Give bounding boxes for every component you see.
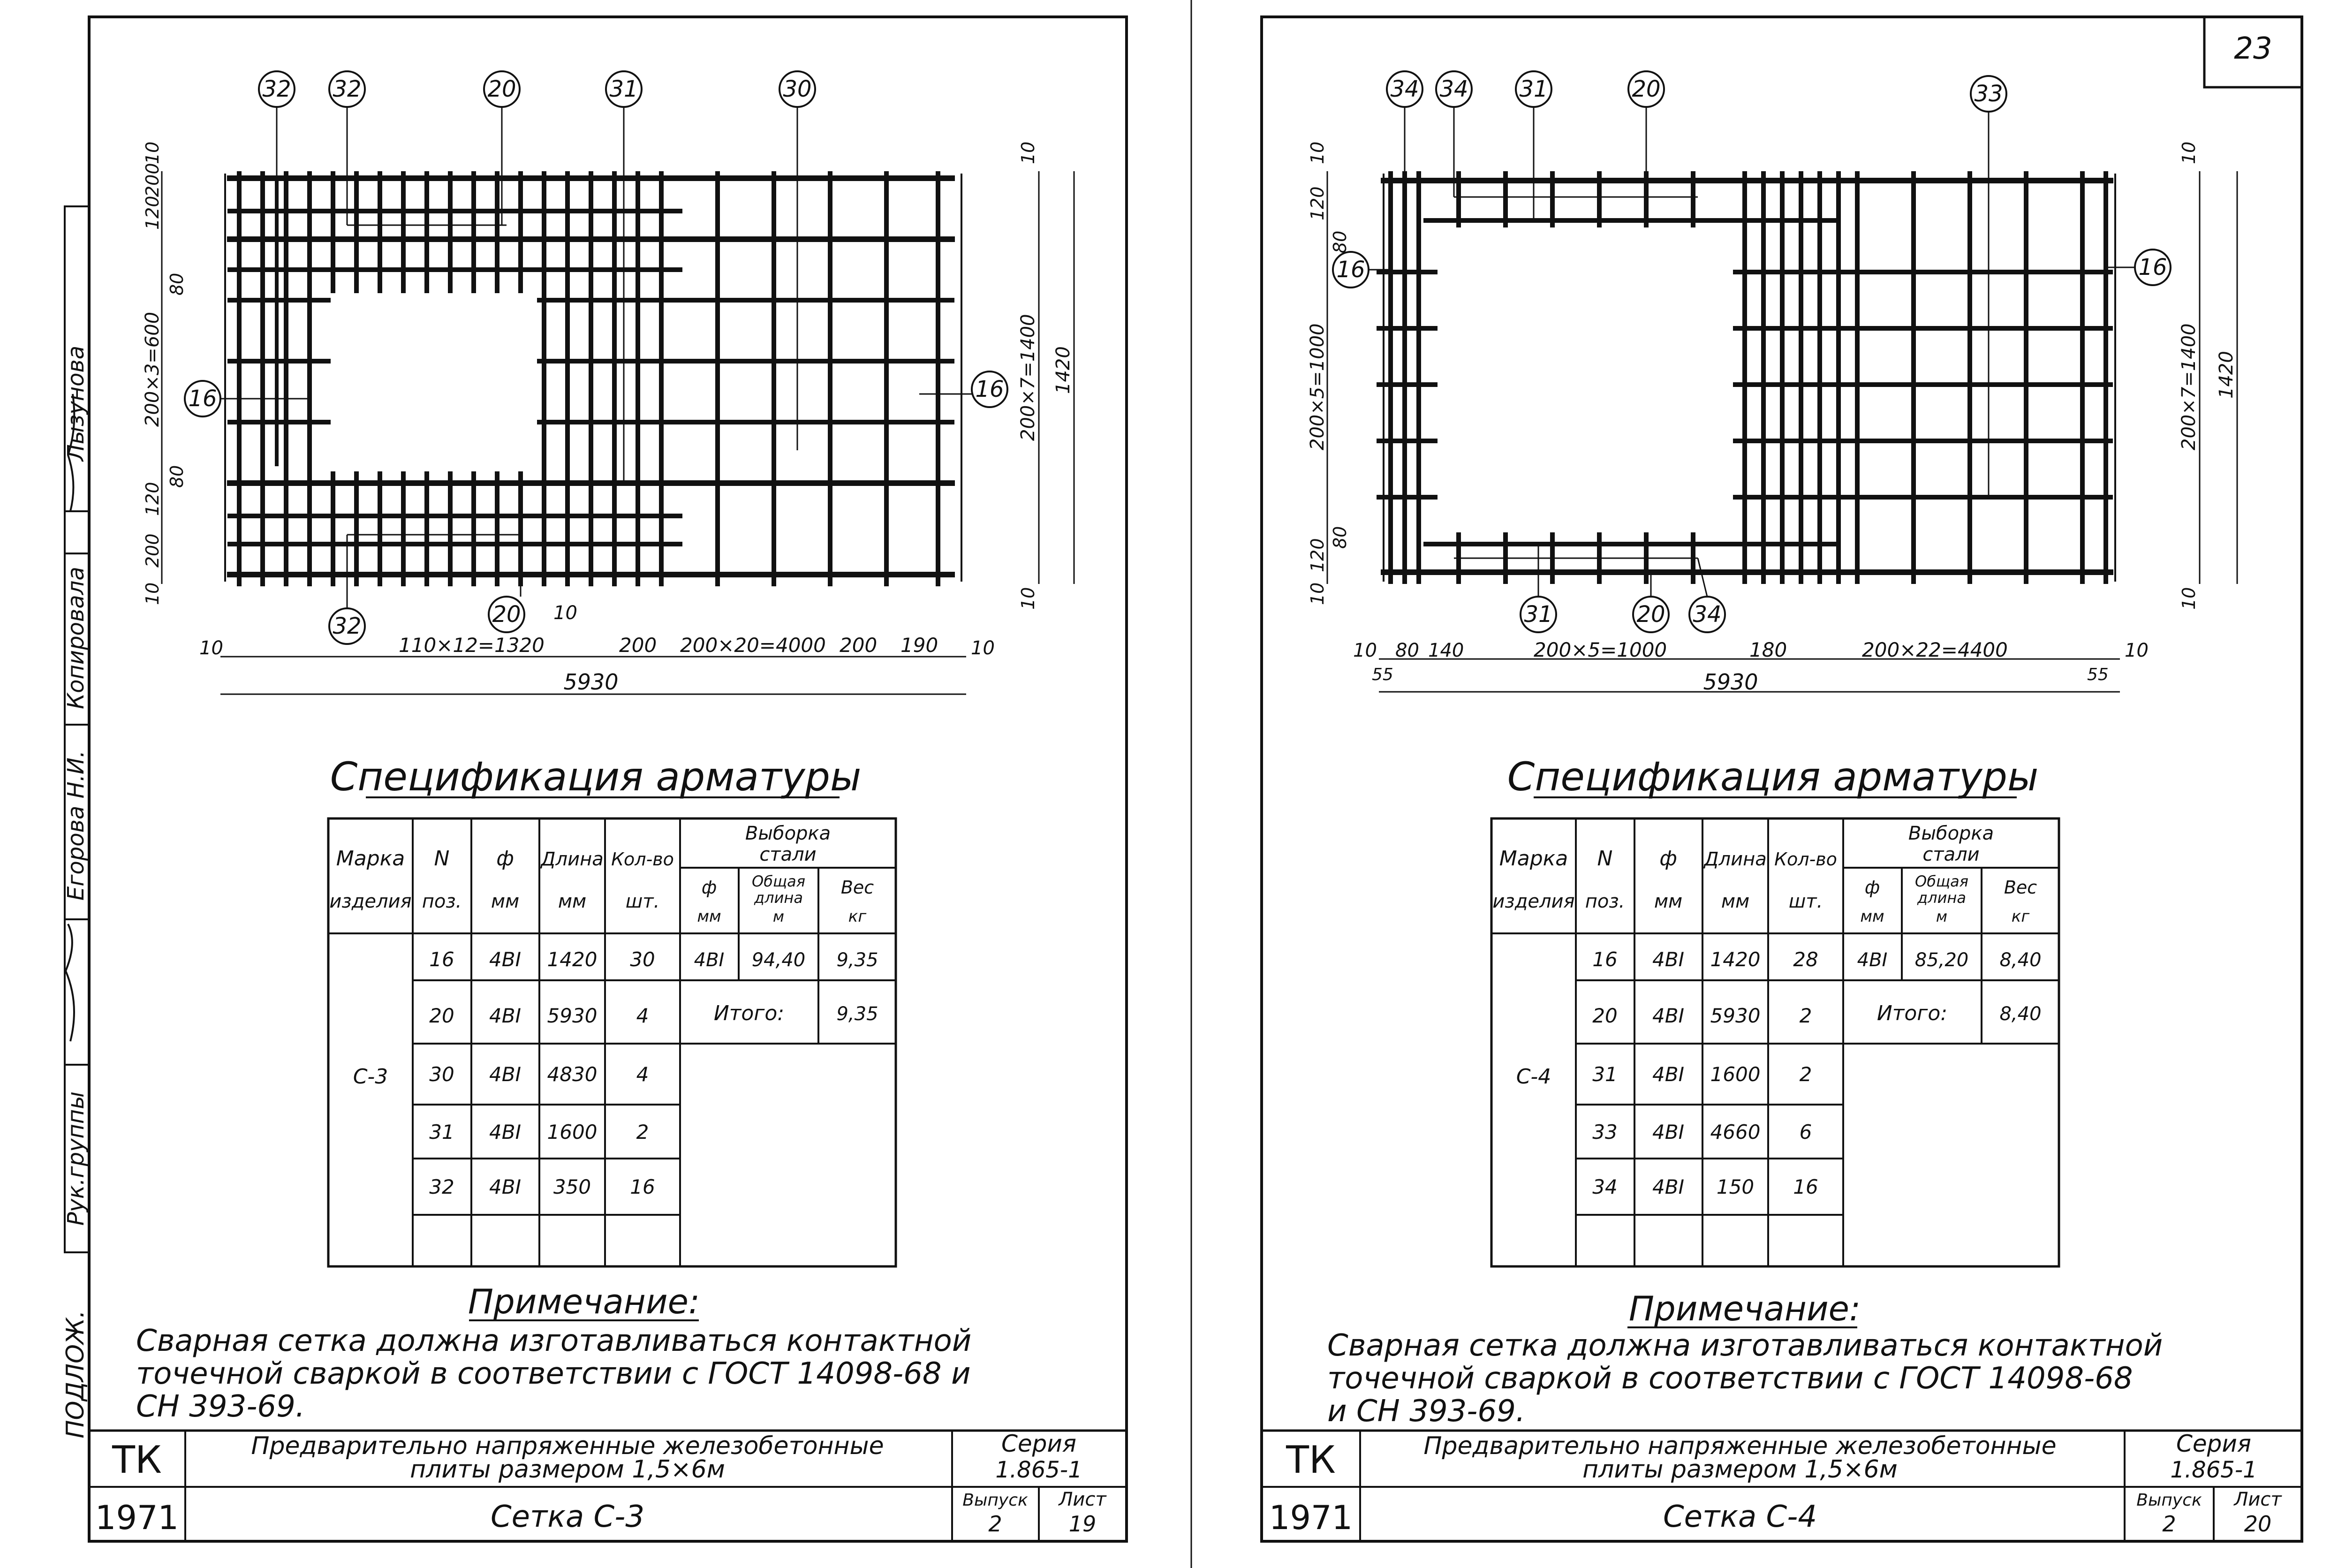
c4-hdr-slen-3: м <box>1936 908 1948 925</box>
steel-dia: 4BI <box>694 949 725 971</box>
dim-bottom-3: 10 <box>553 602 577 624</box>
c4-note-line-1: Сварная сетка должна изготавливаться контактной <box>1327 1328 2163 1363</box>
c4-dim-left-3: 80 <box>1330 230 1350 253</box>
series-value-right: 1.865-1 <box>2170 1457 2257 1483</box>
hdr-qty-2: шт. <box>625 891 660 912</box>
title-line1-right: Предварительно напряженные железобетонные <box>1423 1432 2057 1460</box>
c4-steel-weight: 8,40 <box>1999 949 2042 971</box>
c4-callout-top-5: 33 <box>1974 81 2003 107</box>
dim-left-6: 80 <box>166 465 187 488</box>
dim-left-2: 120 <box>142 196 163 230</box>
row1-dia: 4BI <box>489 948 521 971</box>
hdr-sdia-2: мм <box>697 907 721 926</box>
dim-left-8: 200 <box>142 533 163 568</box>
c4-dim-bottom-3: 140 <box>1428 640 1464 661</box>
c4-dim-right-2: 200×7=1400 <box>2178 323 2200 450</box>
org-left: ТК <box>112 1438 162 1482</box>
c4-row5-qty: 16 <box>1793 1175 1818 1198</box>
c4-row3-len: 1600 <box>1710 1063 1761 1086</box>
issue-value-left: 2 <box>988 1511 1002 1537</box>
callout-side-right: 16 <box>975 376 1004 402</box>
c4-hdr-dia-2: мм <box>1654 891 1683 912</box>
dim-bottom-6: 200 <box>840 634 878 657</box>
hdr-dia-2: мм <box>491 891 520 912</box>
c4-dim-left-7: 10 <box>1307 582 1328 605</box>
c4-callout-top-4: 20 <box>1632 76 1661 102</box>
sheet-value-left: 19 <box>1068 1511 1097 1537</box>
signature-2 <box>66 924 74 1041</box>
dim-right-3: 1420 <box>1052 346 1074 394</box>
sheet-value-right: 20 <box>2244 1511 2272 1537</box>
c4-row5-len: 150 <box>1716 1175 1755 1198</box>
c4-total-weight: 8,40 <box>1999 1003 2042 1025</box>
hdr-steel-1: Выборка <box>745 823 831 844</box>
c4-hdr-slen-2: длина <box>1917 889 1966 907</box>
c4-hdr-steel-1: Выборка <box>1908 823 1994 844</box>
row2-qty: 4 <box>636 1004 649 1027</box>
row2-pos: 20 <box>429 1004 454 1027</box>
dim-left-7: 120 <box>142 482 163 516</box>
c4-hdr-len-2: мм <box>1721 891 1750 912</box>
series-label-left: Серия <box>1001 1430 1076 1457</box>
hdr-mark-1: Марка <box>336 847 405 871</box>
c4-hdr-qty-1: Кол-во <box>1774 849 1837 870</box>
title-line2-left: плиты размером 1,5×6м <box>410 1455 725 1484</box>
mark-c4: С-4 <box>1516 1065 1551 1089</box>
sheet-label-left: Лист <box>1059 1489 1106 1510</box>
dim-right-2: 200×7=1400 <box>1017 314 1039 441</box>
callout-side-left: 16 <box>188 386 217 412</box>
hdr-weight-2: кг <box>848 907 867 926</box>
c4-dim-bottom-1: 10 <box>1353 640 1377 661</box>
c4-row5-dia: 4BI <box>1652 1175 1684 1198</box>
c4-callout-top-1: 34 <box>1390 76 1419 102</box>
c4-callout-bottom-1: 31 <box>1524 601 1553 628</box>
row1-len: 1420 <box>547 948 598 971</box>
c4-dim-left-1: 10 <box>1307 141 1328 164</box>
callout-top-5: 30 <box>783 76 812 102</box>
row3-pos: 30 <box>429 1063 454 1086</box>
dim-bottom-4: 200 <box>619 634 657 657</box>
dim-left-5: 200×3=600 <box>142 311 163 427</box>
row5-pos: 32 <box>429 1175 454 1198</box>
issue-label-right: Выпуск <box>2136 1491 2202 1510</box>
note-title-right: Примечание: <box>1628 1289 1861 1328</box>
c4-hdr-steel-2: стали <box>1922 844 1980 865</box>
callout-top-2: 32 <box>333 76 362 102</box>
c4-row1-dia: 4BI <box>1652 948 1684 971</box>
drawing-title-left: Сетка С-3 <box>490 1500 645 1534</box>
c4-dim-right-4: 10 <box>2179 587 2199 610</box>
c4-dim-bottom-4: 200×5=1000 <box>1534 638 1667 661</box>
c4-callout-top-3: 31 <box>1519 76 1548 102</box>
spec-table-c4 <box>1491 818 2059 1266</box>
dim-right-4: 10 <box>1018 587 1038 610</box>
total-weight: 9,35 <box>836 1003 878 1025</box>
dim-bottom-1: 10 <box>199 637 223 659</box>
c4-row4-dia: 4BI <box>1652 1121 1684 1144</box>
hdr-mark-2: изделия <box>329 891 412 912</box>
mesh-drawing-c4 <box>1307 71 2237 695</box>
hdr-pos-2: поз. <box>422 891 462 912</box>
row4-dia: 4BI <box>489 1121 521 1144</box>
hdr-dia-1: ф <box>496 847 514 871</box>
c4-row4-len: 4660 <box>1710 1121 1761 1144</box>
c4-callout-top-2: 34 <box>1439 76 1468 102</box>
note-line-3: СН 393-69. <box>136 1389 305 1424</box>
c4-dim-bottom-5: 180 <box>1749 638 1787 661</box>
hdr-qty-1: Кол-во <box>611 849 674 870</box>
hdr-slen-2: длина <box>754 889 803 907</box>
c4-hdr-weight-1: Вес <box>2004 877 2037 898</box>
c4-callout-side-right: 16 <box>2138 254 2167 280</box>
c4-dim-bottom2-2: 55 <box>2087 665 2109 684</box>
c4-row4-qty: 6 <box>1799 1121 1812 1144</box>
dim-left-1: 10 <box>142 141 163 164</box>
c4-hdr-slen-1: Общая <box>1915 872 1968 890</box>
hdr-len-1: Длина <box>541 848 604 870</box>
c4-row2-dia: 4BI <box>1652 1004 1684 1027</box>
c4-note-line-2: точечной сваркой в соответствии с ГОСТ 14098-68 <box>1327 1361 2133 1396</box>
c4-dim-bottom2-1: 55 <box>1372 665 1393 684</box>
row2-len: 5930 <box>547 1004 598 1027</box>
row5-dia: 4BI <box>489 1175 521 1198</box>
callout-bottom-1: 32 <box>333 613 362 639</box>
callout-bottom-2: 20 <box>492 601 521 628</box>
mark-c3: С-3 <box>353 1065 388 1089</box>
hdr-slen-3: м <box>772 908 785 925</box>
note-line-2: точечной сваркой в соответствии с ГОСТ 14098-68 и <box>136 1356 971 1391</box>
row4-pos: 31 <box>429 1121 454 1144</box>
hdr-steel-2: стали <box>759 844 817 865</box>
c4-hdr-sdia-2: мм <box>1860 907 1884 926</box>
drawing-title-right: Сетка С-4 <box>1663 1500 1817 1534</box>
row4-qty: 2 <box>636 1121 649 1144</box>
c4-hdr-mark-2: изделия <box>1492 891 1575 912</box>
c4-dim-overall: 5930 <box>1703 669 1758 695</box>
c4-hdr-mark-1: Марка <box>1499 847 1568 871</box>
c4-row1-len: 1420 <box>1710 948 1761 971</box>
sidebar-label-5: ПОДЛОЖ. <box>61 1310 90 1439</box>
issue-value-right: 2 <box>2162 1511 2176 1537</box>
c4-row1-pos: 16 <box>1592 948 1618 971</box>
row5-len: 350 <box>553 1175 591 1198</box>
dim-left-4: 80 <box>166 273 187 295</box>
row3-len: 4830 <box>547 1063 598 1086</box>
c4-row5-pos: 34 <box>1592 1175 1618 1198</box>
title-block-left <box>89 1430 1127 1541</box>
dim-left-9: 10 <box>142 582 163 605</box>
left-page <box>61 17 1127 1541</box>
c4-hdr-sdia-1: ф <box>1864 877 1880 898</box>
c4-note-line-3: и СН 393-69. <box>1327 1394 1526 1429</box>
c4-dim-bottom-6: 200×22=4400 <box>1862 638 2008 661</box>
title-block-right <box>1262 1430 2302 1541</box>
total-label: Итого: <box>713 1001 785 1025</box>
c4-callout-bottom-3: 34 <box>1693 601 1722 628</box>
sidebar-label-4: Рук.группы <box>63 1091 89 1226</box>
title-line1-left: Предварительно напряженные железобетонные <box>251 1432 884 1460</box>
c4-row2-qty: 2 <box>1799 1004 1812 1027</box>
dim-bottom-2: 110×12=1320 <box>399 634 545 657</box>
org-right: ТК <box>1286 1438 1336 1482</box>
series-label-right: Серия <box>2176 1430 2251 1457</box>
dim-overall: 5930 <box>563 669 619 695</box>
row3-dia: 4BI <box>489 1063 521 1086</box>
hdr-slen-1: Общая <box>752 872 805 890</box>
c4-dim-right-3: 1420 <box>2216 351 2237 399</box>
spec-table-c3 <box>328 818 896 1266</box>
row3-qty: 4 <box>636 1063 649 1086</box>
dim-left-3: 200 <box>142 163 163 197</box>
mesh-drawing-c3 <box>142 71 1074 695</box>
row1-qty: 30 <box>630 948 655 971</box>
note-line-1: Сварная сетка должна изготавливаться контактной <box>136 1324 972 1358</box>
hdr-weight-1: Вес <box>840 877 874 898</box>
c4-dim-left-6: 120 <box>1307 538 1328 572</box>
issue-label-left: Выпуск <box>962 1491 1028 1510</box>
callout-top-4: 31 <box>609 76 638 102</box>
c4-hdr-qty-2: шт. <box>1788 891 1823 912</box>
dim-bottom-5: 200×20=4000 <box>680 634 826 657</box>
c4-hdr-len-1: Длина <box>1704 848 1767 870</box>
sheet-label-right: Лист <box>2234 1489 2282 1510</box>
note-title-left: Примечание: <box>468 1282 700 1321</box>
callout-top-1: 32 <box>262 76 291 102</box>
c4-dim-bottom-7: 10 <box>2125 640 2149 661</box>
c4-callout-side-left: 16 <box>1336 257 1365 283</box>
c4-hdr-dia-1: ф <box>1659 847 1677 871</box>
sidebar-label-2: Копировала <box>63 567 89 709</box>
dim-bottom-7: 190 <box>900 634 938 657</box>
dim-right-1: 10 <box>1018 141 1038 164</box>
c4-callout-bottom-2: 20 <box>1636 601 1665 628</box>
c4-row3-dia: 4BI <box>1652 1063 1684 1086</box>
c4-dim-left-4: 200×5=1000 <box>1307 323 1328 450</box>
year-left: 1971 <box>95 1499 179 1537</box>
row2-dia: 4BI <box>489 1004 521 1027</box>
steel-total-length: 94,40 <box>751 949 806 971</box>
c4-steel-total-length: 85,20 <box>1914 949 1969 971</box>
c4-dim-left-2: 120 <box>1307 186 1328 220</box>
sidebar-label-3: Егорова Н.И. <box>63 750 89 901</box>
row4-len: 1600 <box>547 1121 598 1144</box>
c4-dim-right-1: 10 <box>2179 141 2199 164</box>
c4-hdr-pos-1: N <box>1597 847 1613 871</box>
dim-bottom-8: 10 <box>971 637 995 659</box>
c4-row3-pos: 31 <box>1592 1063 1618 1086</box>
steel-weight: 9,35 <box>836 949 878 971</box>
c4-row1-qty: 28 <box>1793 948 1818 971</box>
row5-qty: 16 <box>630 1175 655 1198</box>
c4-dim-left-5: 80 <box>1330 526 1350 549</box>
c4-row4-pos: 33 <box>1592 1121 1618 1144</box>
sidebar-label-1: Лызунова <box>63 345 89 462</box>
sheet-number: 23 <box>2234 31 2272 66</box>
year-right: 1971 <box>1269 1499 1353 1537</box>
hdr-len-2: мм <box>558 891 587 912</box>
callout-top-3: 20 <box>487 76 516 102</box>
title-line2-right: плиты размером 1,5×6м <box>1582 1455 1898 1484</box>
c4-total-label: Итого: <box>1876 1001 1948 1025</box>
c4-hdr-pos-2: поз. <box>1585 891 1625 912</box>
series-value-left: 1.865-1 <box>995 1457 1082 1483</box>
spec-title-right: Спецификация арматуры <box>1507 754 2039 800</box>
c4-row3-qty: 2 <box>1799 1063 1812 1086</box>
hdr-pos-1: N <box>434 847 450 871</box>
c4-hdr-weight-2: кг <box>2011 907 2030 926</box>
hdr-sdia-1: ф <box>701 877 717 898</box>
row1-pos: 16 <box>429 948 454 971</box>
spec-title-left: Спецификация арматуры <box>330 754 862 800</box>
c4-row2-len: 5930 <box>1710 1004 1761 1027</box>
right-page <box>1262 17 2302 1541</box>
c4-dim-bottom-2: 80 <box>1395 640 1419 661</box>
c4-row2-pos: 20 <box>1592 1004 1618 1027</box>
c4-steel-dia: 4BI <box>1857 949 1888 971</box>
